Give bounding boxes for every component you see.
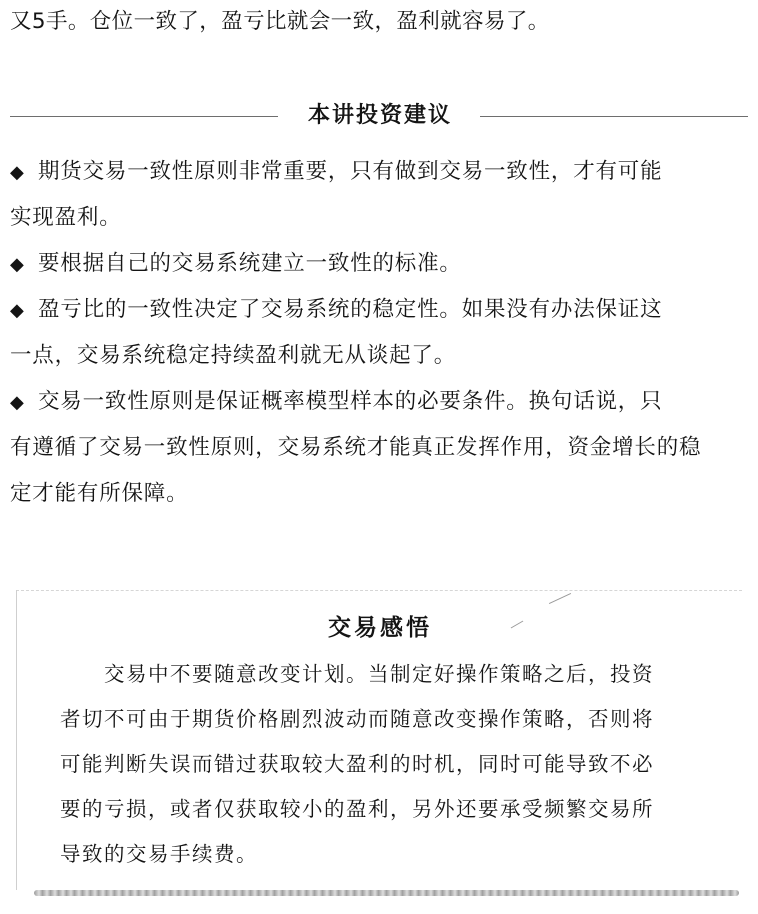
advice-line (10, 388, 662, 417)
heading-rule-right (480, 116, 748, 117)
bullet-icon: ◆ (10, 162, 25, 183)
advice-text: 期货交易一致性原则非常重要，只有做到交易一致性，才有可能 (38, 159, 663, 184)
advice-text: 盈亏比的一致性决定了交易系统的稳定性。如果没有办法保证这 (38, 297, 663, 322)
advice-line (10, 434, 701, 462)
advice-line (10, 158, 662, 187)
top-text-line: 又5手。仓位一致了，盈亏比就会一致，盈利就容易了。 (10, 9, 550, 34)
section-heading: 本讲投资建议 (307, 103, 452, 128)
advice-line (10, 296, 662, 325)
advice-line (10, 204, 122, 232)
insight-line: 导致的交易手续费。 (60, 842, 258, 866)
insight-box-title: 交易感悟 (328, 615, 432, 641)
advice-line (10, 250, 462, 279)
box-frame-top (16, 590, 742, 591)
advice-text: 实现盈利。 (10, 205, 122, 230)
heading-rule-left (10, 116, 278, 117)
advice-text: 交易一致性原则是保证概率模型样本的必要条件。换句话说，只 (38, 389, 663, 414)
bullet-icon: ◆ (10, 254, 25, 275)
box-frame-left (16, 590, 17, 890)
advice-text: 一点，交易系统稳定持续盈利就无从谈起了。 (10, 343, 457, 368)
advice-text: 定才能有所保障。 (10, 481, 189, 506)
insight-line: 交易中不要随意改变计划。当制定好操作策略之后，投资 (104, 662, 654, 686)
advice-text: 要根据自己的交易系统建立一致性的标准。 (38, 251, 462, 276)
advice-line (10, 480, 188, 508)
box-frame-bottom (34, 890, 739, 896)
bullet-icon: ◆ (10, 392, 25, 413)
advice-line (10, 342, 456, 370)
insight-line: 者切不可由于期货价格剧烈波动而随意改变操作策略，否则将 (60, 707, 654, 731)
insight-line: 可能判断失误而错过获取较大盈利的时机，同时可能导致不必 (60, 752, 654, 776)
advice-text: 有遵循了交易一致性原则，交易系统才能真正发挥作用，资金增长的稳 (10, 435, 702, 460)
bullet-icon: ◆ (10, 300, 25, 321)
insight-line: 要的亏损，或者仅获取较小的盈利，另外还要承受频繁交易所 (60, 797, 654, 821)
